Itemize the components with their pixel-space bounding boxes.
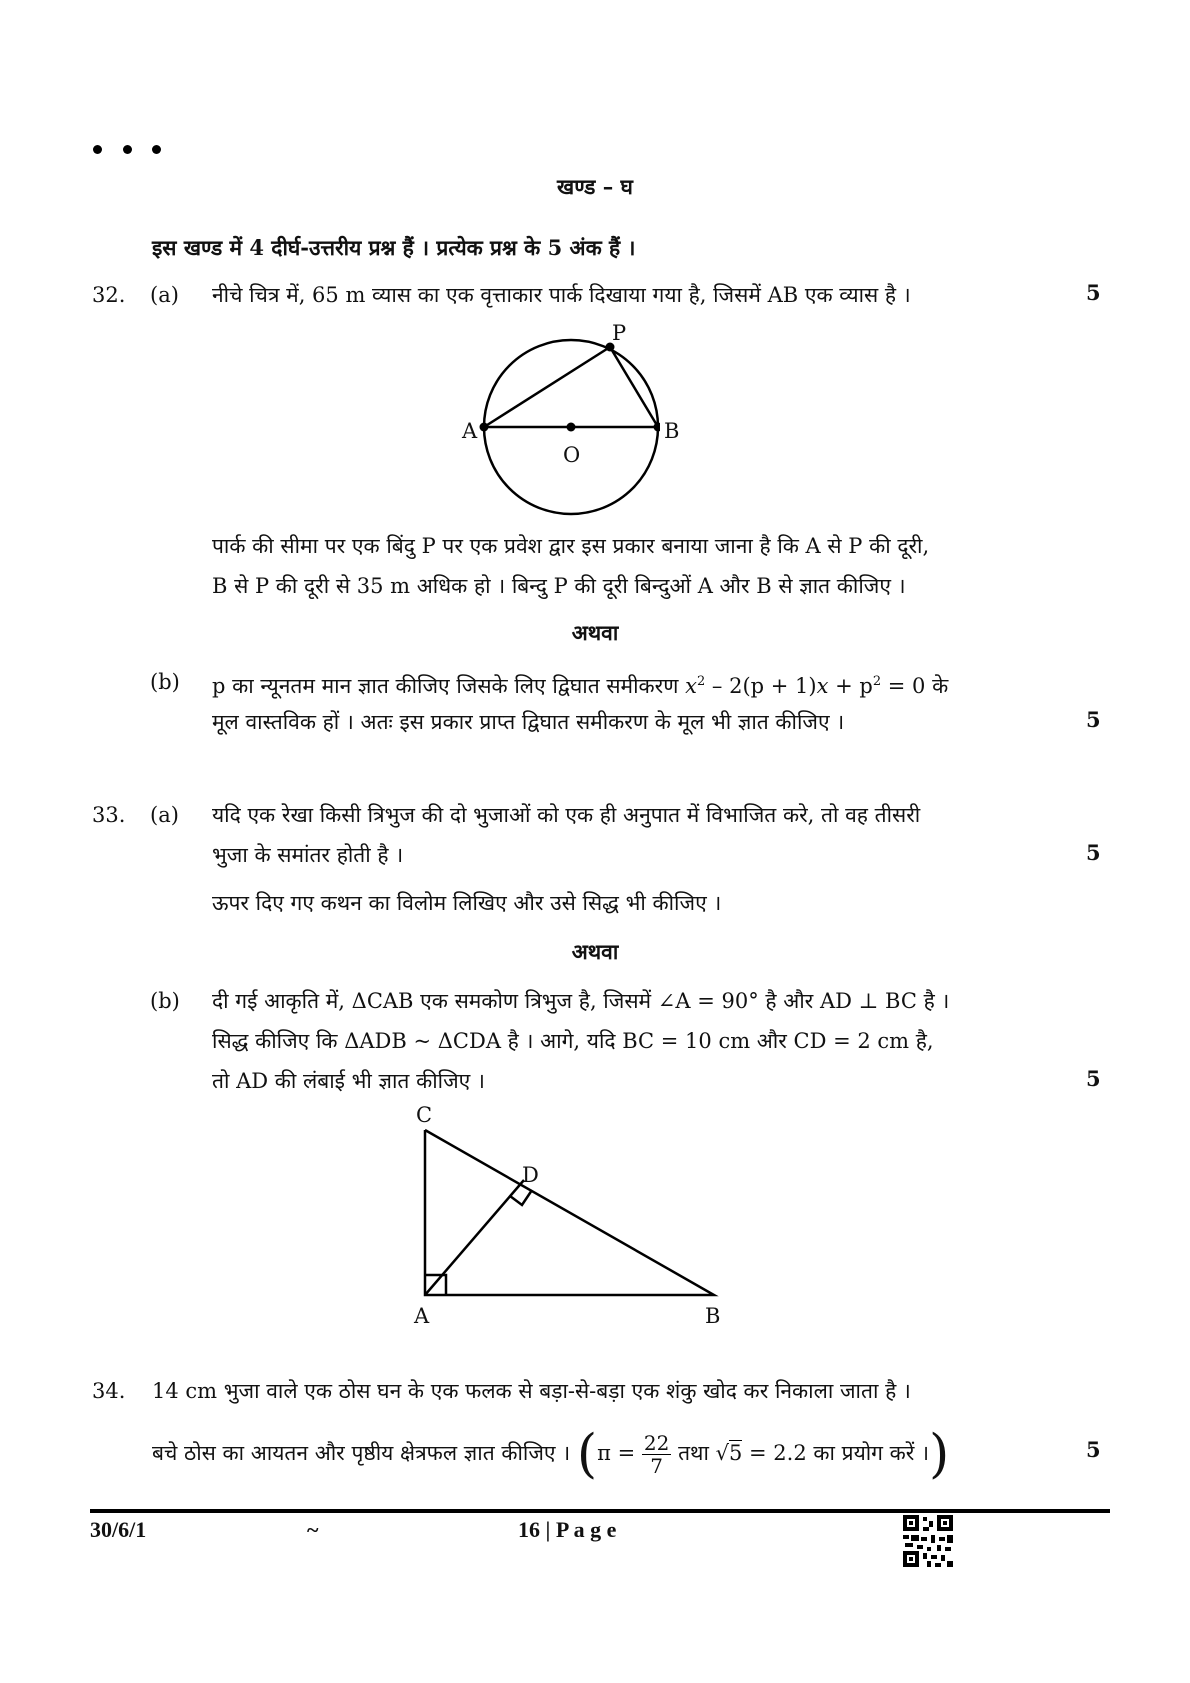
text: – 2(p + 1): [705, 674, 817, 698]
section-title: खण्ड – घ: [557, 174, 633, 199]
point-label-p: P: [612, 321, 627, 345]
fraction-22-7: [642, 1432, 671, 1477]
denominator: 7: [650, 1454, 664, 1478]
section-instruction: इस खण्ड में 4 दीर्घ-उत्तरीय प्रश्न हैं । प्रत्येक प्रश्न के 5 अंक हैं ।: [152, 235, 636, 260]
marks: 5: [1086, 1066, 1101, 1091]
paper-code: 30/6/1: [90, 1517, 147, 1542]
exponent: 2: [696, 674, 706, 689]
text: = 2.2 का प्रयोग करें ।: [749, 1441, 930, 1465]
marks: 5: [1086, 707, 1101, 732]
marks: 5: [1086, 280, 1101, 305]
point-label-a: A: [462, 419, 478, 443]
point-label-b: B: [664, 419, 680, 443]
pi-equals: π =: [597, 1441, 636, 1465]
point-label-a: A: [414, 1304, 430, 1328]
paren-open: (: [576, 1424, 598, 1485]
question-text-with-hint: [152, 1424, 950, 1485]
marks: 5: [1086, 1437, 1101, 1462]
marks: 5: [1086, 840, 1101, 865]
bullet-dot-3: [152, 145, 161, 154]
question-text: ऊपर दिए गए कथन का विलोम लिखिए और उसे सिद्ध भी कीजिए ।: [212, 891, 722, 915]
part-label: (a): [150, 283, 179, 307]
part-label: (a): [150, 803, 179, 827]
right-triangle-figure: [420, 1120, 730, 1305]
question-text: भुजा के समांतर होती है ।: [212, 843, 404, 867]
page-number: 16 | P a g e: [518, 1517, 617, 1542]
or-label: अथवा: [571, 620, 619, 645]
sqrt-symbol: √: [715, 1441, 729, 1465]
var-x: x: [816, 674, 829, 698]
question-text: 14 cm भुजा वाले एक ठोस घन के एक फलक से बड़ा-से-बड़ा एक शंकु खोद कर निकाला जाता है ।: [152, 1379, 911, 1403]
question-text: मूल वास्तविक हों । अतः इस प्रकार प्राप्त द्विघात समीकरण के मूल भी ज्ञात कीजिए ।: [212, 710, 845, 734]
question-text: यदि एक रेखा किसी त्रिभुज की दो भुजाओं को एक ही अनुपात में विभाजित करे, तो वह तीसरी: [212, 803, 921, 827]
exponent: 2: [872, 674, 882, 689]
bullet-dot-1: [93, 145, 102, 154]
radicand: 5: [728, 1441, 743, 1465]
question-number: 32.: [92, 283, 126, 307]
point-label-d: D: [522, 1163, 539, 1187]
part-label: (b): [150, 670, 180, 694]
question-number: 33.: [92, 803, 126, 827]
question-text: दी गई आकृति में, ΔCAB एक समकोण त्रिभुज है, जिसमें ∠A = 90° है और AD ⊥ BC है ।: [212, 989, 950, 1013]
text: + p: [828, 674, 873, 698]
bullet-dot-2: [123, 145, 132, 154]
question-text: सिद्ध कीजिए कि ΔADB ~ ΔCDA है । आगे, यदि BC = 10 cm और CD = 2 cm है,: [212, 1029, 934, 1053]
point-label-o: O: [563, 443, 581, 467]
tilde-mark: ~: [307, 1517, 319, 1542]
paren-close: ): [929, 1424, 950, 1485]
text: = 0 के: [881, 674, 949, 698]
or-label: अथवा: [571, 939, 619, 964]
part-label: (b): [150, 989, 180, 1013]
question-number: 34.: [92, 1379, 126, 1403]
qr-code-icon: [903, 1515, 953, 1567]
question-text: नीचे चित्र में, 65 m व्यास का एक वृत्ताकार पार्क दिखाया गया है, जिसमें AB एक व्यास है ।: [212, 283, 911, 307]
question-text: तो AD की लंबाई भी ज्ञात कीजिए ।: [212, 1069, 485, 1093]
text: तथा: [678, 1441, 709, 1465]
text: बचे ठोस का आयतन और पृष्ठीय क्षेत्रफल ज्ञात कीजिए ।: [152, 1441, 571, 1465]
text: p का न्यूनतम मान ज्ञात कीजिए जिसके लिए द्विघात समीकरण: [212, 674, 686, 698]
question-text-with-equation: [212, 667, 948, 701]
point-label-b: B: [705, 1304, 721, 1328]
numerator: 22: [643, 1431, 670, 1455]
footer-divider: [90, 1509, 1110, 1513]
var-x: x: [685, 674, 697, 698]
point-label-c: C: [416, 1103, 433, 1127]
question-text: पार्क की सीमा पर एक बिंदु P पर एक प्रवेश द्वार इस प्रकार बनाया जाना है कि A से P की दूरी,: [212, 534, 930, 558]
question-text: B से P की दूरी से 35 m अधिक हो । बिन्दु P की दूरी बिन्दुओं A और B से ज्ञात कीजिए ।: [212, 574, 906, 598]
